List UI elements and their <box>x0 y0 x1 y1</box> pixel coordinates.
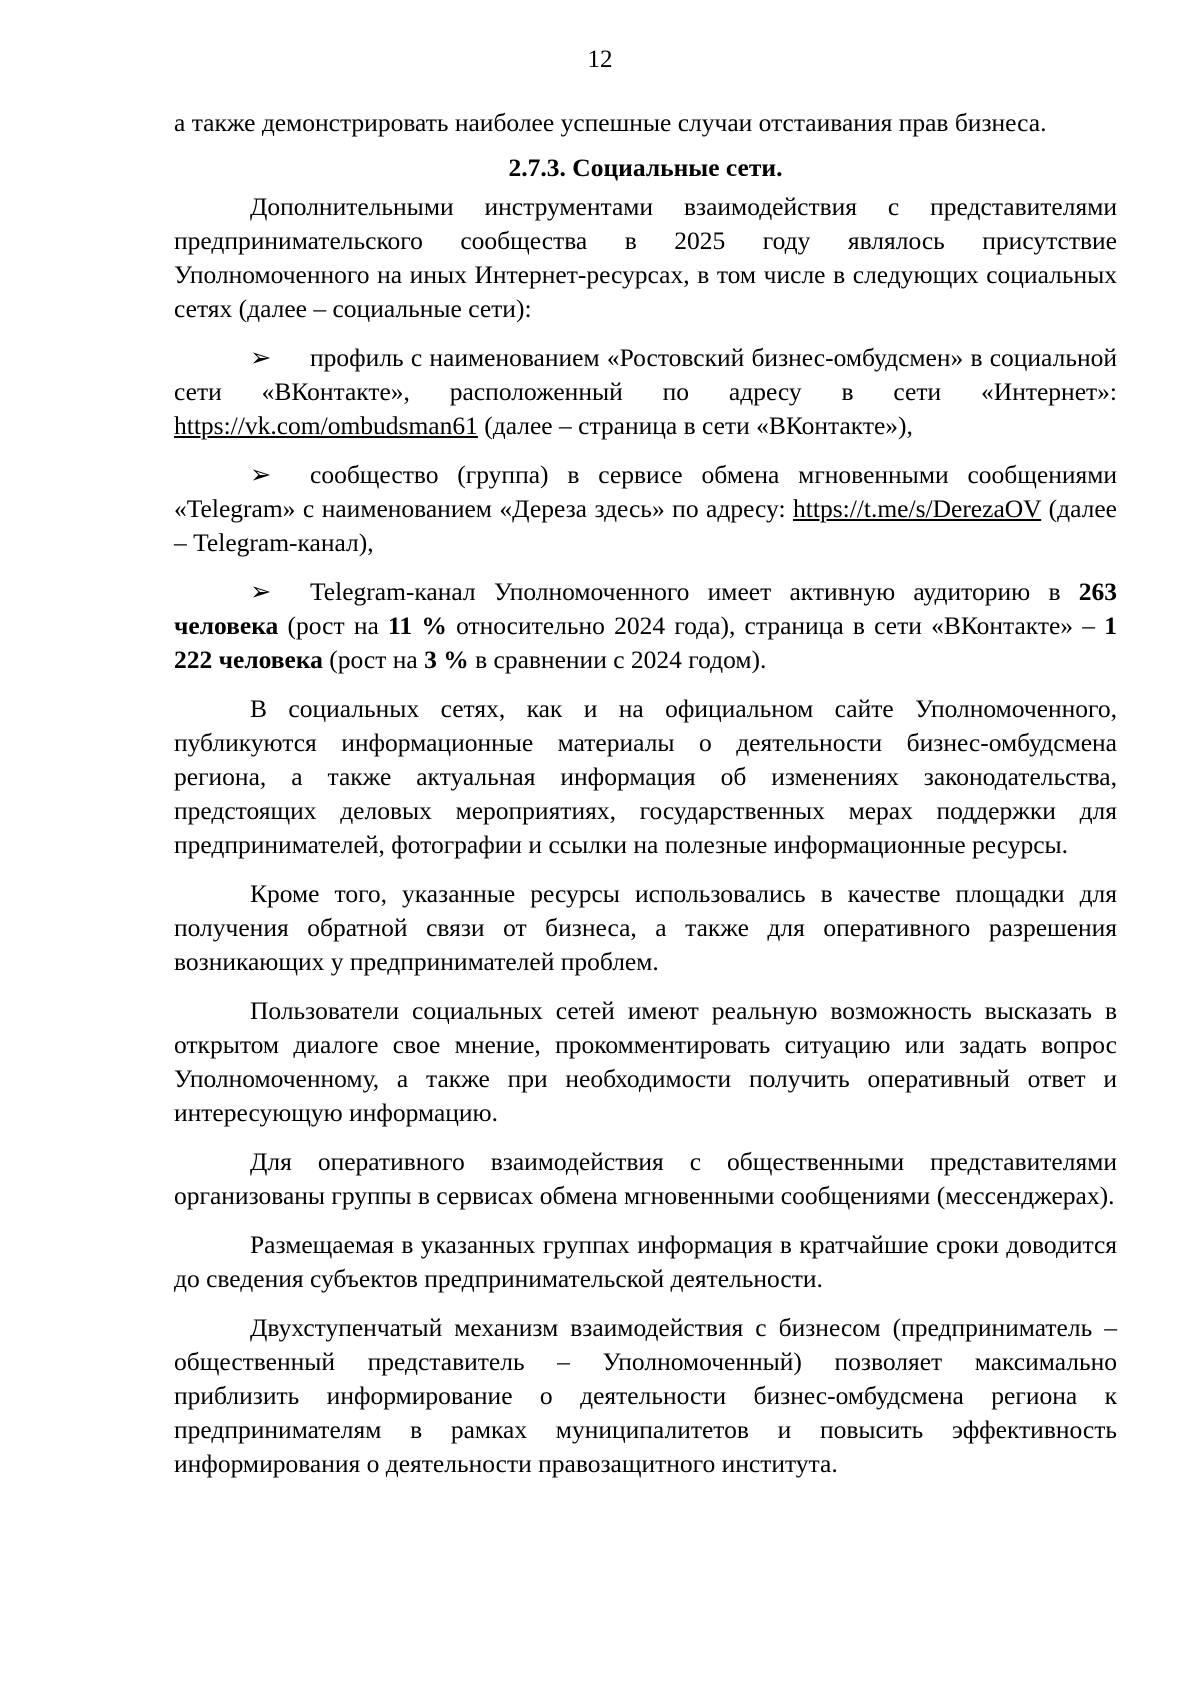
bullet-1-text: профиль с наименованием «Ростовский бизнес-омбудсмен» в социальной сети «ВКонтакте», расположенный по адресу в сети «Интернет»: <box>174 343 1117 406</box>
bullet-1-suffix: (далее – страница в сети «ВКонтакте»), <box>477 411 913 440</box>
arrow-bullet-icon: ➢ <box>250 343 272 372</box>
paragraph-6: Размещаемая в указанных группах информация в кратчайшие сроки доводится до сведения субъектов предпринимательской деятельности. <box>174 1230 1117 1293</box>
paragraph-3: Кроме того, указанные ресурсы использовались в качестве площадки для получения обратной связи от бизнеса, а также для оперативного разрешения возникающих у предпринимателей проблем. <box>174 879 1117 976</box>
arrow-bullet-icon: ➢ <box>250 577 272 606</box>
bullet-item-telegram-group <box>174 458 1117 560</box>
vk-link[interactable]: https://vk.com/ombudsman61 <box>174 411 478 440</box>
vk-audience-count: 1 222 человека <box>174 611 1117 674</box>
audience-text-1: Telegram-канал Уполномоченного имеет активную аудиторию в <box>310 577 1079 606</box>
bullet-item-audience <box>174 575 1117 677</box>
bullet-item-vk-profile <box>174 341 1117 443</box>
document-body <box>174 106 1117 1481</box>
page-number: 12 <box>587 46 613 73</box>
section-heading: 2.7.3. Социальные сети. <box>508 153 783 182</box>
paragraph-1: Дополнительными инструментами взаимодействия с представителями предпринимательского сообщества в 2025 году являлось присутствие Уполномоченного на иных Интернет-ресурсах, в том числе в следующих социальных сетях (далее – социальные сети): <box>174 192 1117 323</box>
intro-continuation: а также демонстрировать наиболее успешные случаи отстаивания прав бизнеса. <box>174 108 1047 137</box>
paragraph-7: Двухступенчатый механизм взаимодействия с бизнесом (предприниматель – общественный представитель – Уполномоченный) позволяет максимально приблизить информирование о деятельности бизнес-омбудсмена региона к предпринимателям в рамках муниципалитетов и повысить эффективность информирования о деятельности правозащитного института. <box>174 1313 1117 1478</box>
telegram-growth-percent: 11 % <box>388 611 447 640</box>
vk-growth-percent: 3 % <box>424 645 469 674</box>
audience-text-4: (рост на <box>322 645 425 674</box>
telegram-link[interactable]: https://t.me/s/DerezaOV <box>793 494 1042 523</box>
telegram-audience-count: 263 человека <box>174 577 1117 640</box>
audience-text-3: относительно 2024 года), страница в сети «ВКонтакте» – <box>446 611 1105 640</box>
bullet-2-text: сообщество (группа) в сервисе обмена мгновенными сообщениями «Telegram» с наименованием «Дереза здесь» по адресу: <box>174 460 1117 523</box>
paragraph-2: В социальных сетях, как и на официальном сайте Уполномоченного, публикуются информационные материалы о деятельности бизнес-омбудсмена региона, а также актуальная информация об изменениях законодательства, предстоящих деловых мероприятиях, государственных мерах поддержки для предпринимателей, фотографии и ссылки на полезные информационные ресурсы. <box>174 694 1117 859</box>
bullet-2-suffix: (далее – Telegram-канал), <box>174 494 1117 557</box>
arrow-bullet-icon: ➢ <box>250 460 272 489</box>
paragraph-4: Пользователи социальных сетей имеют реальную возможность высказать в открытом диалоге свое мнение, прокомментировать ситуацию или задать вопрос Уполномоченному, а также при необходимости получить оперативный ответ и интересующую информацию. <box>174 996 1117 1127</box>
paragraph-5: Для оперативного взаимодействия с общественными представителями организованы группы в сервисах обмена мгновенными сообщениями (мессенджерах). <box>174 1147 1117 1210</box>
audience-text-2: (рост на <box>278 611 389 640</box>
audience-text-5: в сравнении с 2024 годом). <box>468 645 767 674</box>
